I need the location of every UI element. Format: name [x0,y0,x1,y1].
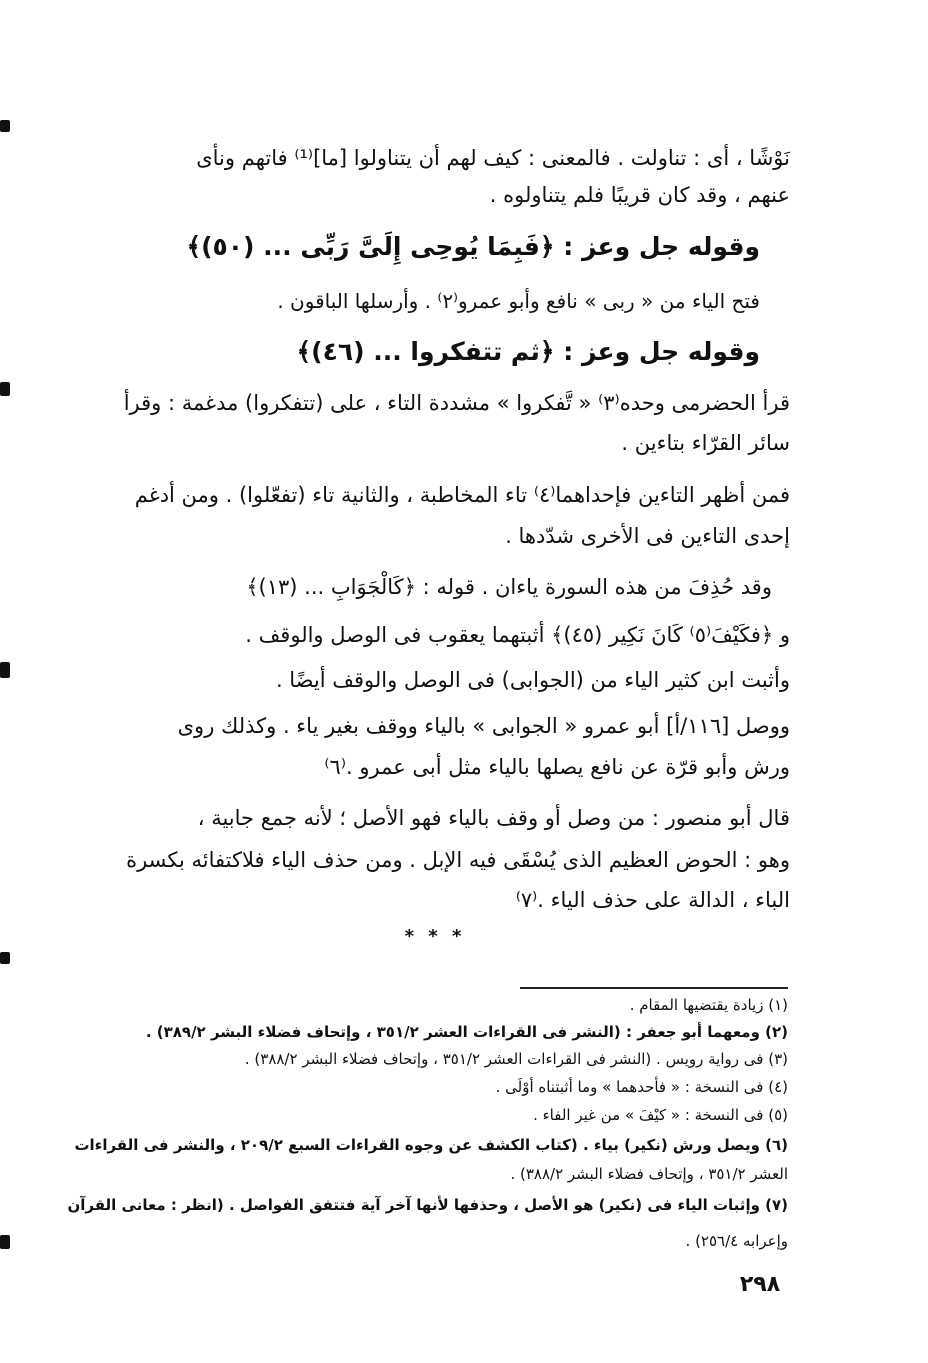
section-separator: * * * [404,926,466,947]
body-line: نَوْشًا ، أى : تناولت . فالمعنى : كيف لهم أن يتناولوا [ما]⁽¹⁾ فاتهم ونأى [196,146,790,170]
body-line: عنهم ، وقد كان قريبًا فلم يتناولوه . [489,183,790,207]
scan-edge-mark [0,662,10,678]
footnote: (٧) وإثبات الياء فى (نكير) هو الأصل ، وحذفها لأنها آخر آية فتتفق الفواصل . (انظر : معانى القرآن [67,1196,788,1214]
footnote: وإعرابه ٢٥٦/٤) . [685,1232,788,1250]
scan-edge-mark [0,1235,10,1249]
verse-heading: وقوله جل وعز : ﴿ثم تتفكروا ... (٤٦)﴾ [296,337,760,366]
body-line: وأثبت ابن كثير الياء من (الجوابى) فى الوصل والوقف أيضًا . [275,668,790,692]
footnote: (٣) فى رواية رويس . (النشر فى القراءات العشر ٣٥١/٢ ، وإتحاف فضلاء البشر ٣٨٨/٢) . [244,1050,788,1068]
footnote: (٤) فى النسخة : « فأحدهما » وما أثبتناه أوْلَى . [495,1078,788,1096]
body-line: قرأ الحضرمى وحده⁽٣⁾ « تَّفكروا » مشددة التاء ، على (تتفكروا) مدغمة : وقرأ [123,391,790,415]
footnote: العشر ٣٥١/٢ ، وإتحاف فضلاء البشر ٣٨٨/٢) . [510,1165,788,1183]
body-line: و ﴿فكَيْفَ⁽٥⁾ كَانَ نَكِير (٤٥)﴾ أثبتهما يعقوب فى الوصل والوقف . [245,623,790,647]
body-line: الباء ، الدالة على حذف الياء .⁽٧⁾ [515,888,790,912]
body-line: وهو : الحوض العظيم الذى يُسْقَى فيه الإبل . ومن حذف الياء فلاكتفائه بكسرة [126,848,790,872]
body-line: قال أبو منصور : من وصل أو وقف بالياء فهو الأصل ؛ لأنه جمع جابية ، [197,806,790,830]
body-line: فمن أظهر التاءين فإحداهما⁽٤⁾ تاء المخاطبة ، والثانية تاء (تفعّلوا) . ومن أدغم [134,483,790,507]
body-line: وقد حُذِفَ من هذه السورة ياءان . قوله : ﴿كَالْجَوَابِ ... (١٣)﴾ [246,575,772,599]
scan-edge-mark [0,120,10,132]
footnote: (١) زيادة يقتضيها المقام . [629,996,788,1014]
footnote: (٦) ويصل ورش (نكير) بياء . (كتاب الكشف عن وجوه القراءات السبع ٢٠٩/٢ ، والنشر فى القراءات [74,1136,788,1154]
footnote-rule [520,987,788,989]
body-line: سائر القرّاء بتاءين . [621,431,790,455]
body-line: ورش وأبو قرّة عن نافع يصلها بالياء مثل أبى عمرو .⁽٦⁾ [324,755,790,779]
footnote: (٢) ومعهما أبو جعفر : (النشر فى القراءات العشر ٣٥١/٢ ، وإتحاف فضلاء البشر ٣٨٩/٢) . [145,1023,788,1041]
verse-heading: وقوله جل وعز : ﴿فَبِمَا يُوحِى إِلَىَّ رَبِّى ... (٥٠)﴾ [186,232,760,261]
body-line: إحدى التاءين فى الأخرى شدّدها . [505,524,790,548]
body-line: فتح الياء من « ربى » نافع وأبو عمرو⁽٢⁾ . وأرسلها الباقون . [277,289,760,313]
scan-edge-mark [0,382,10,396]
scan-edge-mark [0,952,10,964]
footnote: (٥) فى النسخة : « كيْفَ » من غير الفاء . [533,1106,788,1124]
body-line: ووصل [١١٦/أ] أبو عمرو « الجوابى » بالياء ووقف بغير ياء . وكذلك روى [177,714,790,738]
page-number: ٢٩٨ [739,1272,781,1297]
